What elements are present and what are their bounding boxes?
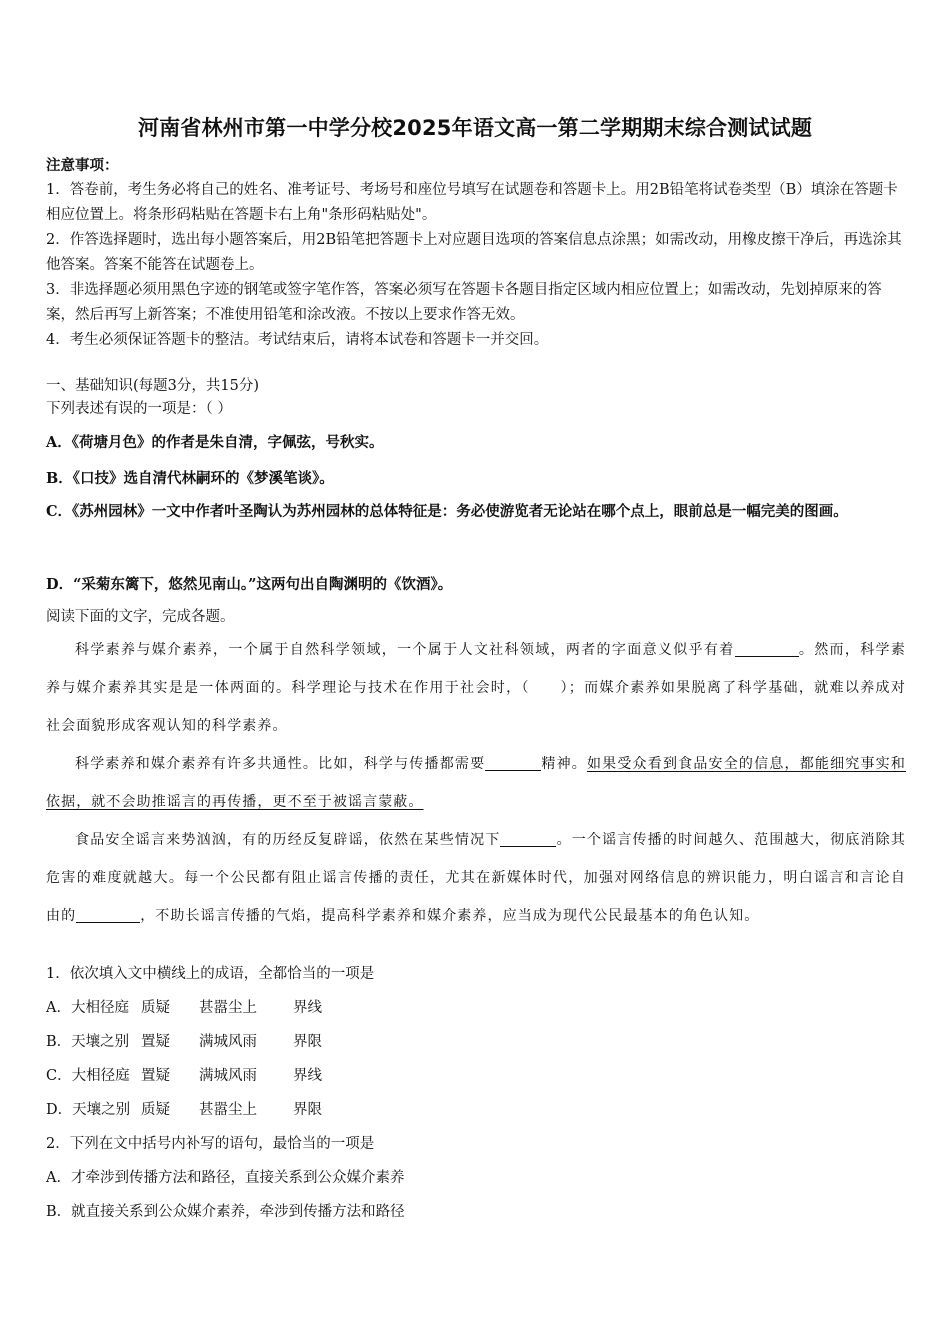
section-heading: 一、基础知识(每题3分，共15分) — [46, 378, 259, 394]
question-1: 1．依次填入文中横线上的成语，全都恰当的一项是 — [46, 966, 375, 982]
questions-section — [46, 957, 908, 1229]
text: 科学素养和媒介素养有许多共通性。比如，科学与传播都需要 — [75, 756, 486, 772]
q1-option-d — [46, 1093, 908, 1127]
word: 甚嚣尘上 — [199, 1000, 257, 1016]
q1-option-b — [46, 1025, 908, 1059]
q2-option-a: A．才牵涉到传播方法和路径，直接关系到公众媒介素养 — [46, 1170, 405, 1186]
text: 。然而，科学素养与媒介素养其实是是一体两面的。科学理论与技术在作用于社会时，（ ）；而媒介素养如果脱离了科学基础，就难以养成对社会面貌形成客观认知的科学素养。 — [46, 642, 906, 734]
question-stem: 下列表述有误的一项是：（ ） — [46, 401, 232, 417]
word: 界线 — [293, 1000, 322, 1016]
text: 精神。 — [541, 756, 587, 772]
text: ，不助长谣言传播的气焰，提高科学素养和媒介素养，应当成为现代公民最基本的角色认知。 — [140, 908, 760, 924]
question-2: 2．下列在文中括号内补写的语句，最恰当的一项是 — [46, 1136, 375, 1152]
blank-line — [500, 830, 556, 847]
reading-intro: 阅读下面的文字，完成各题。 — [46, 609, 235, 625]
word: 界线 — [293, 1068, 322, 1084]
notice-item: 4．考生必须保证答题卡的整洁。考试结束后，请将本试卷和答题卡一并交回。 — [46, 332, 549, 348]
q1-option-c — [46, 1059, 908, 1093]
word: 满城风雨 — [199, 1068, 257, 1084]
word: 质疑 — [141, 1102, 170, 1118]
word: 界限 — [293, 1102, 322, 1118]
notice-section — [46, 153, 908, 353]
notice-item: 2．作答选择题时，选出每小题答案后，用2B铅笔把答题卡上对应题目选项的答案信息点涂黑；如需改动，用橡皮擦干净后，再选涂其他答案。答案不能答在试题卷上。 — [46, 232, 902, 273]
notice-item: 1．答卷前，考生务必将自己的姓名、准考证号、考场号和座位号填写在试题卷和答题卡上。用2B铅笔将试卷类型（B）填涂在答题卡相应位置上。将条形码粘贴在答题卡右上角"条形码粘贴处"。 — [46, 182, 898, 223]
blank-line — [735, 640, 799, 657]
word: 界限 — [293, 1034, 322, 1050]
word: 质疑 — [141, 1000, 170, 1016]
blank-line — [485, 754, 541, 771]
blank-line — [76, 906, 140, 923]
underlined-sentence: 如果受众看到食品安全的信息，都能细究事实和依据，就不会助推谣言的再传播，更不至于被谣言蒙蔽。 — [46, 756, 906, 810]
text: 科学素养与媒介素养，一个属于自然科学领域，一个属于人文社科领域，两者的字面意义似乎有着 — [75, 642, 735, 658]
paragraph-1 — [46, 631, 906, 745]
paragraph-2 — [46, 745, 906, 821]
word: A．大相径庭 — [46, 1000, 129, 1016]
word: B．天壤之别 — [46, 1034, 130, 1050]
word: 置疑 — [141, 1068, 170, 1084]
option-c: C．《苏州园林》一文中作者叶圣陶认为苏州园林的总体特征是：务必使游览者无论站在哪个点上，眼前总是一幅完美的图画。 — [46, 503, 848, 520]
option-b: B．《口技》选自清代林嗣环的《梦溪笔谈》。 — [46, 470, 334, 487]
reading-passage — [46, 631, 906, 935]
q1-option-a — [46, 991, 908, 1025]
word: D．天壤之别 — [46, 1102, 131, 1118]
word: C．大相径庭 — [46, 1068, 130, 1084]
notice-item: 3．非选择题必须用黑色字迹的钢笔或签字笔作答，答案必须写在答题卡各题目指定区域内相应位置上；如需改动，先划掉原来的答案，然后再写上新答案；不准使用铅笔和涂改液。不按以上要求作答无效。 — [46, 282, 882, 323]
text: 食品安全谣言来势汹汹，有的历经反复辟谣，依然在某些情况下 — [75, 832, 501, 848]
option-d: D．“采菊东篱下，悠然见南山。”这两句出自陶渊明的《饮酒》。 — [46, 576, 453, 593]
q2-option-b: B．就直接关系到公众媒介素养，牵涉到传播方法和路径 — [46, 1204, 405, 1220]
option-a: A．《荷塘月色》的作者是朱自清，字佩弦，号秋实。 — [46, 434, 384, 451]
page-title: 河南省林州市第一中学分校2025年语文高一第二学期期末综合测试试题 — [137, 116, 813, 140]
word: 满城风雨 — [199, 1034, 257, 1050]
word: 置疑 — [141, 1034, 170, 1050]
paragraph-3 — [46, 821, 906, 935]
notice-heading: 注意事项： — [46, 157, 119, 174]
word: 甚嚣尘上 — [199, 1102, 257, 1118]
text: 。一个谣言传播的时间越久、范围越大，彻底消除其危害的难度就越大。每一个公民都有阻止谣言传播的责任，尤其在新媒体时代，加强对网络信息的辨识能力，明白谣言和言论自由的 — [46, 832, 906, 924]
